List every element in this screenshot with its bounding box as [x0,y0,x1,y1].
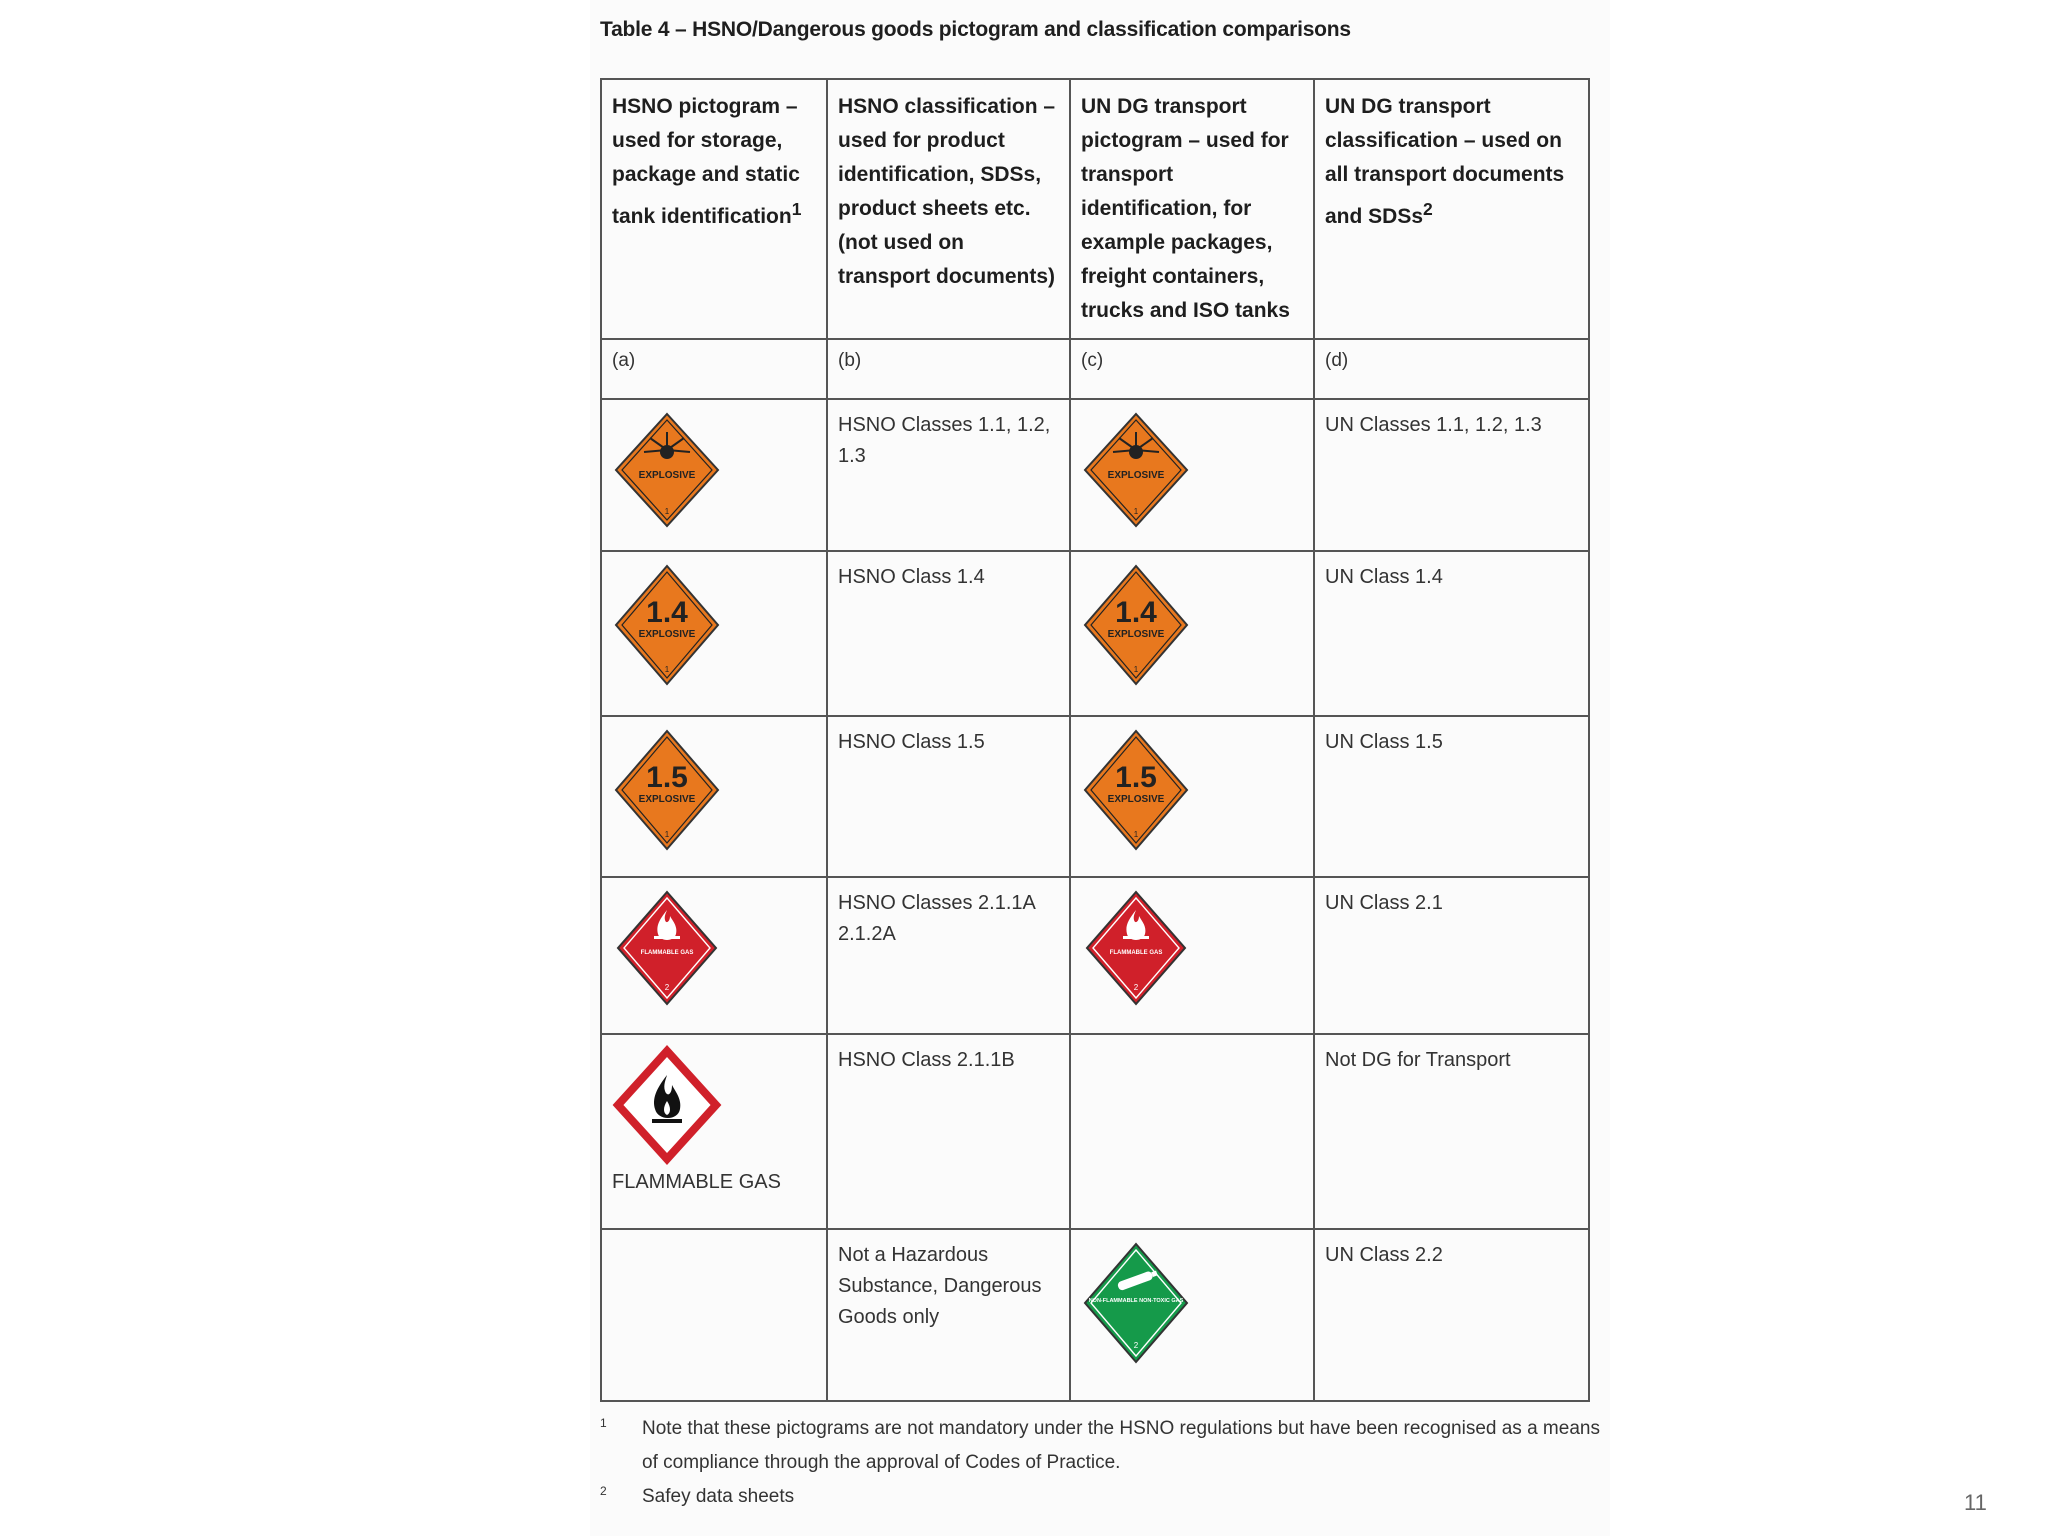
svg-text:1: 1 [664,830,670,839]
hsno-pictogram-cell [601,399,827,551]
column-letter: (a) [601,339,827,399]
header-hsno-pictogram: HSNO pictogram –used for storage, package and static tank identification$^1$ [601,79,827,339]
un-classification-cell: UN Class 1.4 [1314,551,1589,716]
un-classification-cell: UN Class 2.1 [1314,877,1589,1034]
explosive-1-4-placard-icon [1081,562,1191,682]
hsno-pictogram-cell [601,716,827,877]
footnote-marker: 1 [600,1416,607,1430]
explosive-placard-icon [1081,410,1191,530]
table-row [601,716,1589,877]
footnote-ref: 1 [791,199,802,219]
un-classification-cell: Not DG for Transport [1314,1034,1589,1229]
svg-text:1: 1 [1133,507,1139,516]
header-row [601,79,1589,339]
hsno-classification-cell: HSNO Classes 1.1, 1.2, 1.3 [827,399,1070,551]
column-letter: (b) [827,339,1070,399]
footnote-ref: 2 [1423,199,1433,219]
flammable-gas-placard-icon [1081,888,1191,1008]
svg-text:1.5: 1.5 [1115,761,1157,794]
svg-text:1.5: 1.5 [646,761,688,794]
footnote-text: Note that these pictograms are not mandatory under the HSNO regulations but have been recognised as a means of compliance through the approval of Codes of Practice. [642,1418,1600,1473]
explosive-1-5-placard-icon [1081,727,1191,847]
letter-row [601,339,1589,399]
comparison-table [600,78,1590,1402]
svg-text:NON-FLAMMABLE NON-TOXIC GAS: NON-FLAMMABLE NON-TOXIC GAS [1088,1298,1184,1304]
svg-text:EXPLOSIVE: EXPLOSIVE [638,470,696,481]
ghs-pictogram-label: FLAMMABLE GAS [612,1171,781,1193]
un-pictogram-cell [1070,551,1314,716]
hsno-pictogram-cell [601,1034,827,1229]
table-row [601,877,1589,1034]
svg-text:1.4: 1.4 [646,596,688,629]
explosive-1-5-placard-icon [612,727,722,847]
table-row [601,551,1589,716]
un-pictogram-cell [1070,716,1314,877]
un-pictogram-cell [1070,399,1314,551]
hsno-pictogram-cell [601,877,827,1034]
column-letter: (d) [1314,339,1589,399]
hsno-classification-cell: Not a Hazardous Substance, Dangerous Goods only [827,1229,1070,1401]
hsno-pictogram-cell [601,1229,827,1401]
footnotes [600,1412,1600,1514]
footnote [600,1480,1600,1514]
svg-text:FLAMMABLE GAS: FLAMMABLE GAS [1109,950,1163,956]
table-row [601,1229,1589,1401]
explosive-placard-icon [612,410,722,530]
un-pictogram-cell [1070,1229,1314,1401]
un-classification-cell: UN Class 1.5 [1314,716,1589,877]
svg-text:EXPLOSIVE: EXPLOSIVE [638,794,696,805]
svg-text:1: 1 [664,665,670,674]
un-classification-cell: UN Class 2.2 [1314,1229,1589,1401]
hsno-classification-cell: HSNO Classes 2.1.1A 2.1.2A [827,877,1070,1034]
column-letter: (c) [1070,339,1314,399]
svg-text:2: 2 [664,983,670,992]
header-hsno-classification: HSNO classification – used for product identification, SDSs, product sheets etc. (not used on transport documents) [827,79,1070,339]
svg-text:2: 2 [1133,983,1139,992]
svg-text:FLAMMABLE GAS: FLAMMABLE GAS [640,950,694,956]
svg-text:EXPLOSIVE: EXPLOSIVE [638,629,696,640]
hsno-classification-cell: HSNO Class 1.4 [827,551,1070,716]
hsno-classification-cell: HSNO Class 1.5 [827,716,1070,877]
header-un-pictogram: UN DG transport pictogram – used for transport identification, for example packages, freight containers, trucks and ISO tanks [1070,79,1314,339]
header-un-classification: UN DG transport classification – used on all transport documents and SDSs$^2$ [1314,79,1589,339]
svg-text:2: 2 [1133,1341,1139,1350]
table-row [601,399,1589,551]
hsno-pictogram-cell [601,551,827,716]
table-caption: Table 4 – HSNO/Dangerous goods pictogram and classification comparisons [600,18,1351,41]
svg-text:EXPLOSIVE: EXPLOSIVE [1107,470,1165,481]
svg-text:1: 1 [664,507,670,516]
explosive-1-4-placard-icon [612,562,722,682]
footnote-marker: 2 [600,1484,607,1498]
footnote [600,1412,1600,1480]
table-row [601,1034,1589,1229]
hsno-classification-cell: HSNO Class 2.1.1B [827,1034,1070,1229]
svg-text:EXPLOSIVE: EXPLOSIVE [1107,794,1165,805]
svg-text:1.4: 1.4 [1115,596,1157,629]
svg-text:1: 1 [1133,665,1139,674]
page-number: 11 [1964,1490,1987,1515]
svg-text:EXPLOSIVE: EXPLOSIVE [1107,629,1165,640]
footnote-text: Safey data sheets [642,1486,795,1507]
un-pictogram-cell [1070,1034,1314,1229]
non-flammable-gas-placard-icon [1081,1240,1191,1360]
svg-text:1: 1 [1133,830,1139,839]
ghs-flame-pictogram-icon [612,1045,722,1165]
flammable-gas-placard-icon [612,888,722,1008]
un-pictogram-cell [1070,877,1314,1034]
un-classification-cell: UN Classes 1.1, 1.2, 1.3 [1314,399,1589,551]
